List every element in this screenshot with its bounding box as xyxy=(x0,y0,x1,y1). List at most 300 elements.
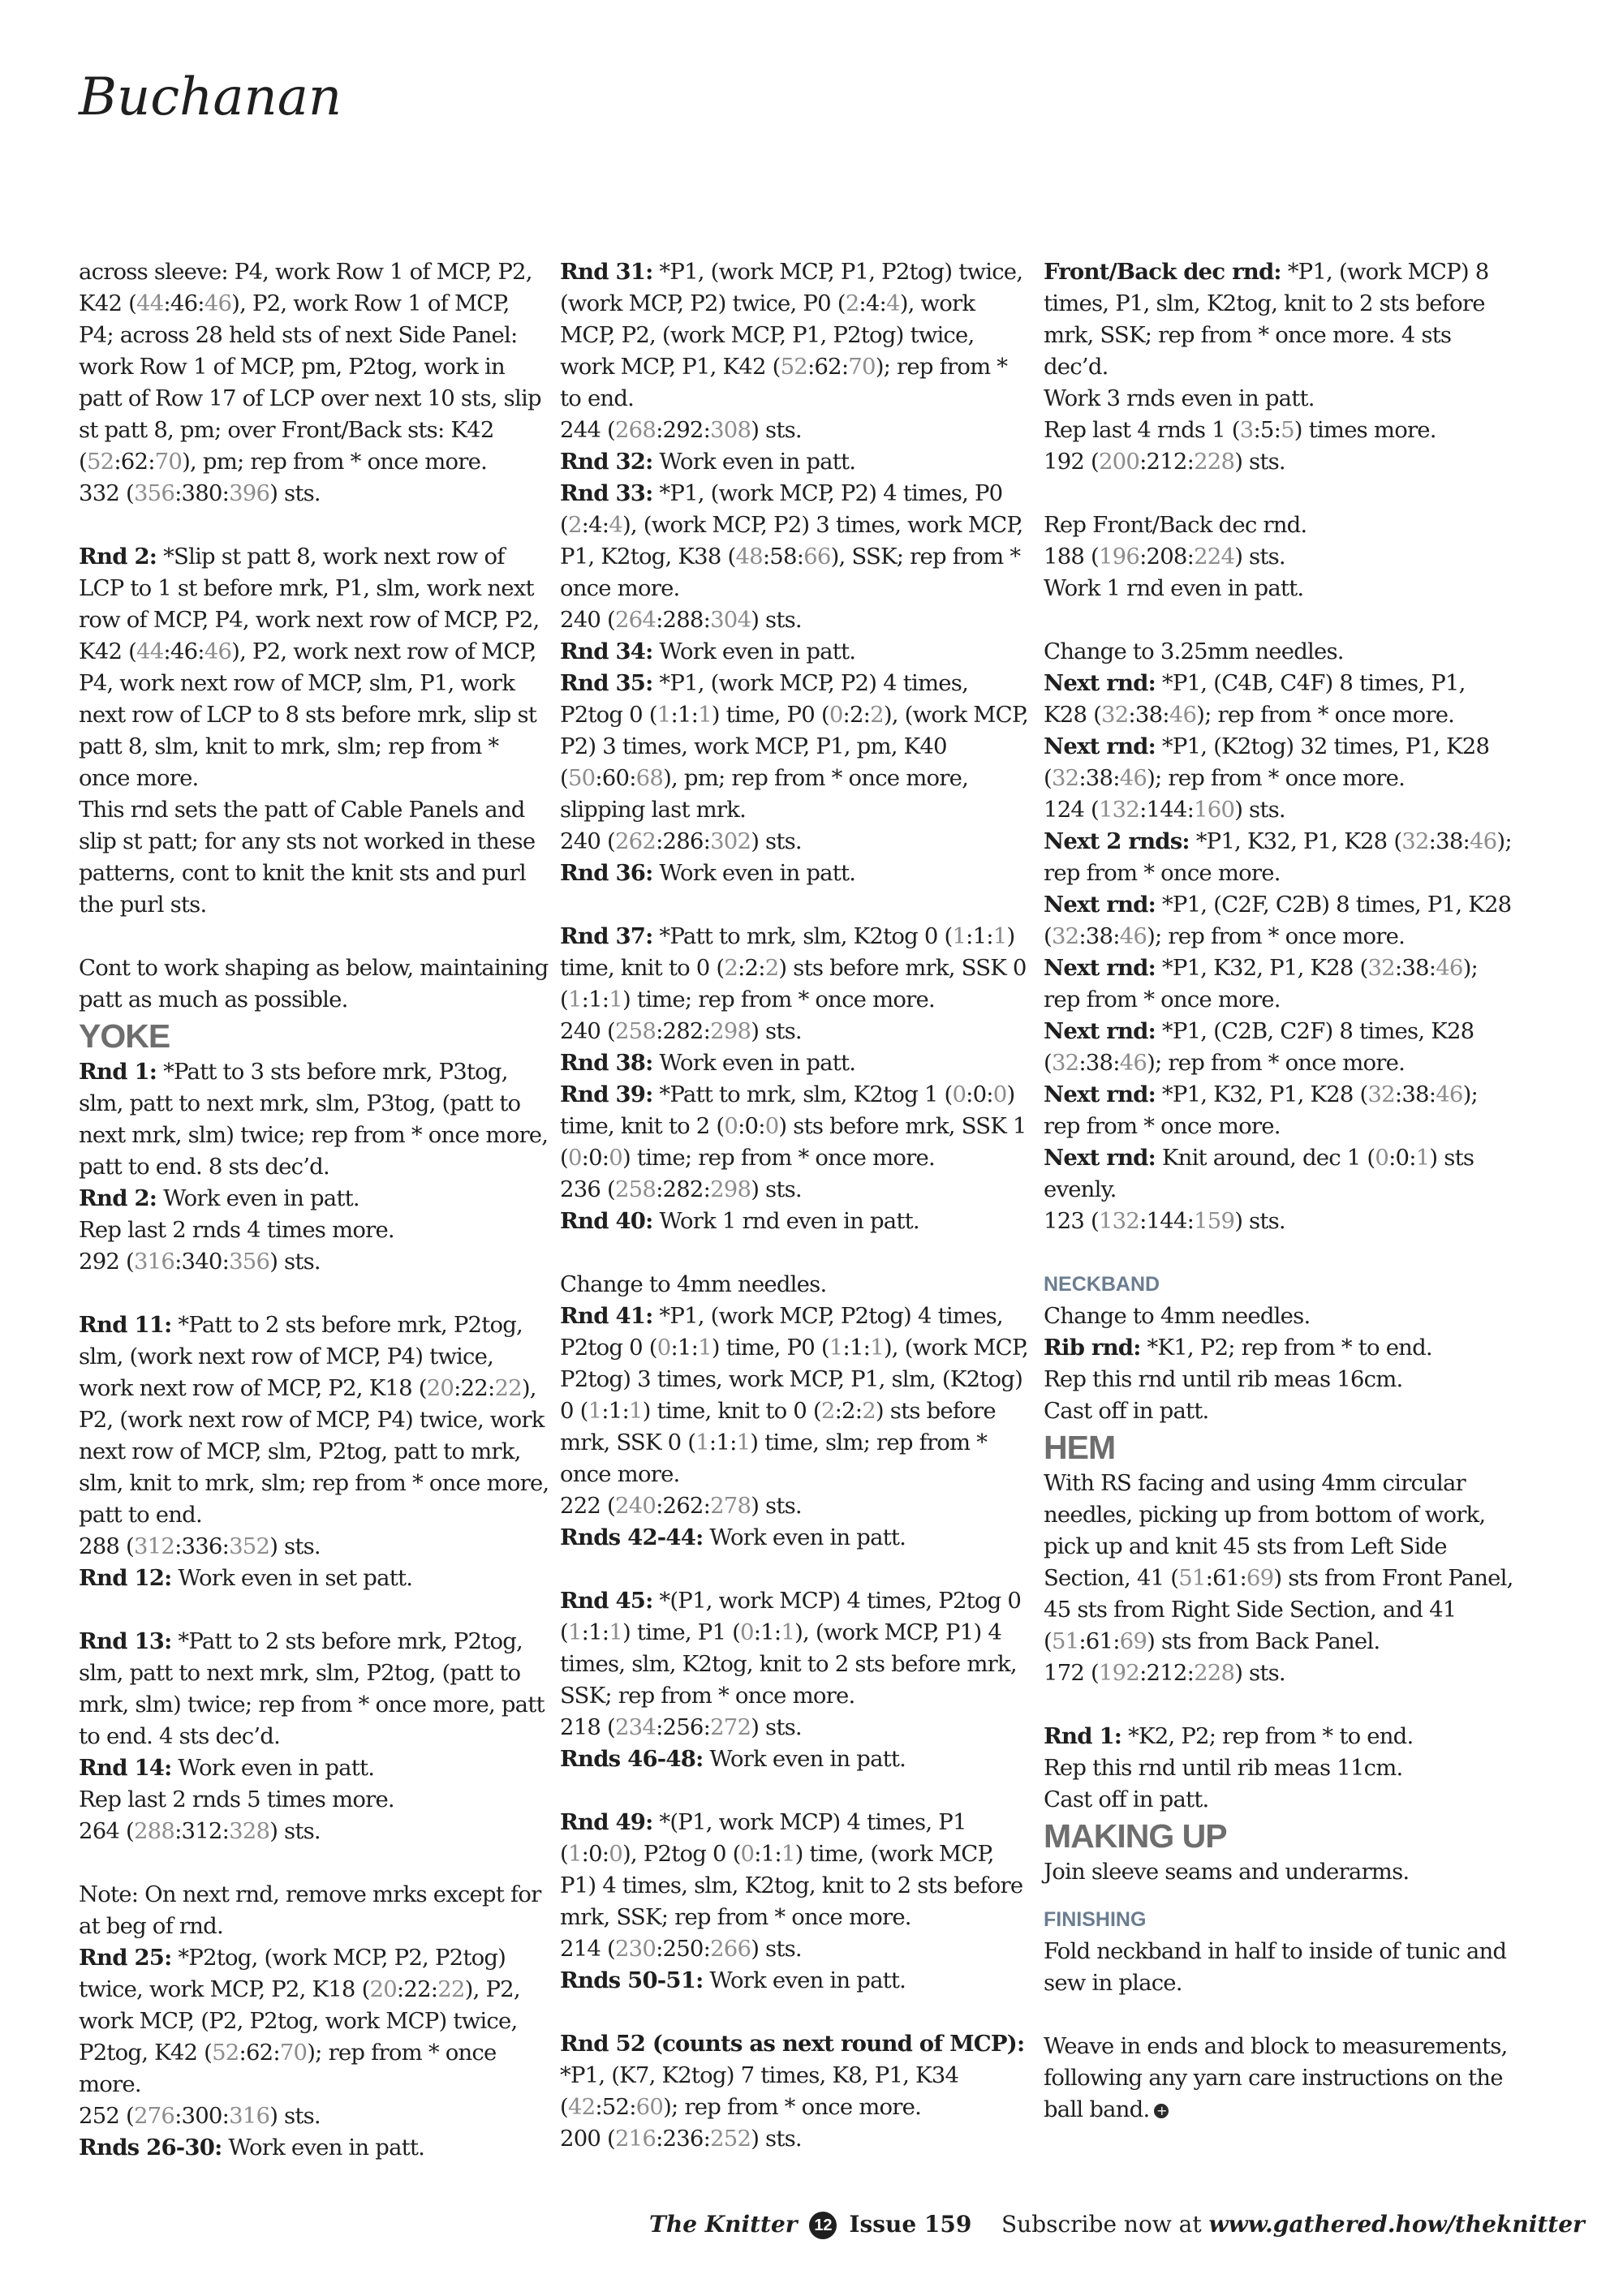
instruction-text: :250: xyxy=(656,1936,711,1962)
paragraph-spacer xyxy=(1044,1237,1514,1269)
size-variant: 0 xyxy=(1375,1145,1389,1171)
size-variant: 46 xyxy=(1119,1050,1147,1076)
instruction-text: *K1, P2; rep from * to end. xyxy=(1140,1335,1432,1361)
instruction-text: *Patt to mrk, slm, K2tog 0 ( xyxy=(652,923,953,949)
round-label: Next rnd: xyxy=(1044,670,1156,696)
footer-subscribe-text: Subscribe now at xyxy=(1001,2211,1202,2238)
instruction-line xyxy=(560,826,1031,858)
footer-subscribe xyxy=(1001,2208,1585,2241)
instruction-line xyxy=(1044,1142,1514,1206)
size-variant: 0 xyxy=(740,1841,755,1867)
instruction-text: *P1, (C4B, C4F) 8 times, P1, K28 ( xyxy=(1044,670,1466,728)
paragraph-spacer xyxy=(1044,478,1514,510)
round-label: Next rnd: xyxy=(1044,1145,1156,1171)
size-variant: 52 xyxy=(780,354,807,380)
round-label: Next rnd: xyxy=(1044,1081,1156,1107)
size-variant: 32 xyxy=(1101,702,1129,728)
footer-magazine-name: The Knitter xyxy=(649,2211,798,2238)
round-label: Rnd 13: xyxy=(79,1628,172,1654)
instruction-line xyxy=(560,1522,1031,1554)
instruction-text: *P1, (work MCP, P1, P2tog) twice, (work MCP, P2) twice, P0 ( xyxy=(560,259,1023,316)
paragraph-spacer xyxy=(560,889,1031,921)
instruction-text: ), pm; rep from * once more. xyxy=(182,449,488,475)
instruction-text: 222 ( xyxy=(560,1493,615,1519)
instruction-text: Work even in patt. xyxy=(171,1755,375,1781)
round-label: Rnd 36: xyxy=(560,860,653,886)
instruction-text: *P1, (C2F, C2B) 8 times, P1, K28 ( xyxy=(1044,892,1512,949)
page-number-badge: 12 xyxy=(809,2212,837,2239)
instruction-line xyxy=(1044,541,1514,573)
instruction-text: ) time, (work MCP, P1) 4 times, slm, K2tog, knit to 2 sts before mrk, SSK; rep from * once more. xyxy=(560,1841,1023,1930)
instruction-text: :38: xyxy=(1078,923,1120,949)
instruction-text: *P1, (work MCP, P2) 4 times, P2tog 0 ( xyxy=(560,670,969,728)
round-label: Rnd 52 (counts as next round of MCP): xyxy=(560,2031,1025,2057)
size-variant: 234 xyxy=(614,1714,657,1740)
instruction-line xyxy=(79,2132,549,2164)
instruction-line xyxy=(1044,952,1514,1016)
round-label: Rnd 35: xyxy=(560,670,653,696)
instruction-text: :38: xyxy=(1078,765,1120,791)
instruction-text: ) sts before mrk, SSK 0 ( xyxy=(560,1398,996,1455)
size-variant: 278 xyxy=(710,1493,751,1519)
round-label: Rnds 42-44: xyxy=(560,1524,704,1550)
size-variant: 51 xyxy=(1178,1565,1206,1591)
instruction-text: ) sts from Back Panel. xyxy=(1147,1628,1380,1654)
instruction-line xyxy=(79,1309,549,1531)
paragraph-spacer xyxy=(79,1847,549,1879)
size-variant: 46 xyxy=(204,638,232,664)
instruction-text: ) sts. xyxy=(751,2126,802,2152)
size-variant: 32 xyxy=(1401,828,1429,854)
size-variant: 1 xyxy=(1415,1145,1430,1171)
instruction-line xyxy=(560,1047,1031,1079)
instruction-text: ) sts. xyxy=(751,1936,802,1962)
size-variant: 4 xyxy=(886,290,900,316)
size-variant: 1 xyxy=(736,1430,751,1455)
instruction-text: ); rep from * once more. xyxy=(1044,1081,1478,1139)
instruction-text: ); rep from * once more. xyxy=(79,2040,497,2097)
size-variant: 352 xyxy=(229,1533,270,1559)
size-variant: 0 xyxy=(740,1619,754,1645)
paragraph-spacer xyxy=(560,1237,1031,1269)
size-variant: 132 xyxy=(1098,797,1140,823)
size-variant: 32 xyxy=(1367,955,1395,981)
instruction-text: :212: xyxy=(1139,449,1195,475)
size-variant: 216 xyxy=(614,2126,657,2152)
paragraph-spacer xyxy=(79,1594,549,1626)
size-variant: 50 xyxy=(567,765,596,791)
instruction-text: :236: xyxy=(656,2126,711,2152)
round-label: Rnd 41: xyxy=(560,1303,653,1329)
instruction-text: Fold neckband in half to inside of tunic and sew in place. xyxy=(1044,1938,1507,1996)
size-variant: 20 xyxy=(369,1976,397,2002)
round-label: Next rnd: xyxy=(1044,733,1156,759)
size-variant: 42 xyxy=(567,2094,596,2120)
instruction-text: Note: On next rnd, remove mrks except for at beg of rnd. xyxy=(79,1881,541,1939)
size-variant: 272 xyxy=(710,1714,751,1740)
size-variant: 0 xyxy=(992,1081,1007,1107)
instruction-text: ); rep from * once more. xyxy=(1147,923,1406,949)
instruction-text: Work even in patt. xyxy=(652,449,856,475)
size-variant: 264 xyxy=(614,607,657,633)
instruction-text: ) time, P0 ( xyxy=(711,702,829,728)
size-variant: 262 xyxy=(614,828,657,854)
instruction-text: 252 ( xyxy=(79,2103,134,2129)
instruction-text: *P1, (C2B, C2F) 8 times, K28 ( xyxy=(1044,1018,1474,1076)
size-variant: 1 xyxy=(588,1398,602,1424)
instruction-line xyxy=(1044,1468,1514,1658)
size-variant: 160 xyxy=(1194,797,1235,823)
section-heading-finishing: FINISHING xyxy=(1044,1908,1147,1931)
size-variant: 252 xyxy=(710,2126,751,2152)
instruction-text: ) time; rep from * once more. xyxy=(622,1145,935,1171)
instruction-text: :288: xyxy=(656,607,711,633)
instruction-text: Work even in patt. xyxy=(703,1746,906,1772)
size-variant: 2 xyxy=(870,702,884,728)
instruction-text: Knit around, dec 1 ( xyxy=(1155,1145,1375,1171)
size-variant: 44 xyxy=(136,638,164,664)
instruction-text: ), pm; rep from * once more, slipping last mrk. xyxy=(560,765,969,823)
round-label: Next 2 rnds: xyxy=(1044,828,1190,854)
size-variant: 2 xyxy=(820,1398,835,1424)
instruction-text: ) sts. xyxy=(269,1818,321,1844)
instruction-text: ) sts. xyxy=(751,1018,802,1044)
instruction-text: Work even in patt. xyxy=(222,2135,425,2161)
instruction-line xyxy=(79,1879,549,1942)
instruction-text: :144: xyxy=(1139,797,1195,823)
instruction-text: 240 ( xyxy=(560,1018,615,1044)
instruction-text: 124 ( xyxy=(1044,797,1099,823)
size-variant: 46 xyxy=(1469,828,1497,854)
instruction-text: ) time, knit to 0 ( xyxy=(642,1398,821,1424)
size-variant: 200 xyxy=(1098,449,1140,475)
instruction-text: ) times more. xyxy=(1294,417,1436,443)
section-heading-neckband: NECKBAND xyxy=(1044,1273,1160,1296)
instruction-line xyxy=(1044,1721,1514,1752)
instruction-text: ), P2, (work next row of MCP, P4) twice, work next row of MCP, slm, P2tog, patt to mrk, slm, knit to mrk, slm; rep from * once more, patt to end. xyxy=(79,1375,549,1528)
instruction-text: :286: xyxy=(656,828,711,854)
instruction-text: *P1, K32, P1, K28 ( xyxy=(1155,1081,1368,1107)
instruction-line xyxy=(560,1585,1031,1712)
instruction-line xyxy=(79,256,549,478)
instruction-text: *Slip st patt 8, work next row of LCP to 1 st before mrk, P1, slm, work next row of MCP, P4, work next row of MCP, P2, K42 ( xyxy=(79,544,540,664)
instruction-line xyxy=(79,952,549,1016)
page-title: Buchanan xyxy=(79,67,342,127)
size-variant: 46 xyxy=(204,290,232,316)
instruction-text: ), P2, work Row 1 of MCP, P4; across 28 held sts of next Side Panel: work Row 1 of MCP, pm, P2tog, work in patt of Row 17 of LCP over next 10 sts, slip st patt 8, pm; over Front/Back sts: K42 ( xyxy=(79,290,541,475)
instruction-text: Join sleeve seams and underarms. xyxy=(1044,1859,1410,1885)
paragraph-spacer xyxy=(560,1997,1031,2028)
instruction-text: ), work MCP, P2, (work MCP, P1, P2tog) twice, work MCP, P1, K42 ( xyxy=(560,290,975,380)
instruction-text: Work 1 rnd even in patt. xyxy=(652,1208,919,1234)
instruction-text: 172 ( xyxy=(1044,1660,1099,1686)
instruction-text: :62: xyxy=(807,354,849,380)
instruction-text: :0: xyxy=(966,1081,993,1107)
instruction-line xyxy=(1044,1395,1514,1427)
instruction-text: :300: xyxy=(174,2103,230,2129)
size-variant: 70 xyxy=(154,449,183,475)
footer-url-link[interactable]: www.gathered.how/theknitter xyxy=(1208,2211,1585,2238)
instruction-text: :62: xyxy=(239,2040,280,2066)
instruction-line xyxy=(79,1246,549,1278)
instruction-line xyxy=(1044,1936,1514,1999)
footer-issue xyxy=(649,2208,971,2241)
round-label: Rnd 1: xyxy=(79,1059,157,1085)
instruction-text: :58: xyxy=(762,544,804,570)
instruction-text: ), P2tog 0 ( xyxy=(622,1841,741,1867)
size-variant: 1 xyxy=(698,1335,712,1361)
instruction-line xyxy=(79,794,549,921)
instruction-text: Work even in patt. xyxy=(703,1967,906,1993)
instruction-line xyxy=(79,1784,549,1816)
instruction-text: *Patt to mrk, slm, K2tog 1 ( xyxy=(652,1081,953,1107)
round-label: Rnd 2: xyxy=(79,1185,157,1211)
instruction-text: 200 ( xyxy=(560,2126,615,2152)
size-variant: 44 xyxy=(136,290,164,316)
size-variant: 66 xyxy=(803,544,831,570)
size-variant: 32 xyxy=(1051,1050,1079,1076)
paragraph-spacer xyxy=(560,1775,1031,1807)
instruction-line xyxy=(79,1752,549,1784)
round-label: Rnd 34: xyxy=(560,638,653,664)
size-variant: 298 xyxy=(710,1176,751,1202)
round-label: Rnd 25: xyxy=(79,1945,172,1971)
instruction-text: :62: xyxy=(114,449,155,475)
size-variant: 51 xyxy=(1051,1628,1079,1654)
instruction-line xyxy=(1044,731,1514,794)
instruction-text: :0: xyxy=(738,1113,765,1139)
size-variant: 70 xyxy=(848,354,876,380)
instruction-line xyxy=(79,1215,549,1246)
size-variant: 240 xyxy=(614,1493,657,1519)
instruction-text: :1: xyxy=(670,1335,699,1361)
size-variant: 0 xyxy=(609,1145,622,1171)
instruction-text: :1: xyxy=(581,987,609,1013)
size-variant: 132 xyxy=(1098,1208,1140,1234)
instruction-text: :262: xyxy=(656,1493,711,1519)
size-variant: 316 xyxy=(229,2103,270,2129)
instruction-text: :38: xyxy=(1394,1081,1436,1107)
instruction-text: 192 ( xyxy=(1044,449,1099,475)
round-label: Rnd 14: xyxy=(79,1755,172,1781)
size-variant: 4 xyxy=(609,512,622,538)
instruction-text: Rep last 4 rnds 1 ( xyxy=(1044,417,1240,443)
instruction-line xyxy=(1044,1206,1514,1237)
round-label: Rnd 38: xyxy=(560,1050,653,1076)
size-variant: 1 xyxy=(992,923,1007,949)
instruction-text: :312: xyxy=(174,1818,230,1844)
round-label: Rnd 37: xyxy=(560,923,653,949)
instruction-text: ) sts. xyxy=(751,828,802,854)
size-variant: 70 xyxy=(279,2040,308,2066)
instruction-line xyxy=(560,478,1031,604)
size-variant: 308 xyxy=(710,417,751,443)
instruction-text: ) sts. xyxy=(269,480,321,506)
instruction-text: :282: xyxy=(656,1176,711,1202)
size-variant: 228 xyxy=(1194,1660,1235,1686)
section-heading-yoke: YOKE xyxy=(79,1017,170,1055)
instruction-text: ) sts. xyxy=(1234,449,1285,475)
instruction-line xyxy=(560,1301,1031,1490)
round-label: Rnd 39: xyxy=(560,1081,653,1107)
instruction-text: ), (work MCP, P2) 3 times, work MCP, P1, K2tog, K38 ( xyxy=(560,512,1023,570)
instruction-text: ), (work MCP, P1) 4 times, slm, K2tog, knit to 2 sts before mrk, SSK; rep from * once more. xyxy=(560,1619,1017,1709)
instruction-text: ); rep from * once more. xyxy=(663,2094,922,2120)
instruction-text: 240 ( xyxy=(560,607,615,633)
instruction-text: 240 ( xyxy=(560,828,615,854)
instruction-line xyxy=(1044,573,1514,604)
instruction-text: :22: xyxy=(396,1976,438,2002)
instruction-line xyxy=(1044,1856,1514,1888)
instruction-line xyxy=(1044,1079,1514,1142)
instruction-line xyxy=(560,1269,1031,1301)
paragraph-spacer xyxy=(79,510,549,541)
instruction-text: Work even in patt. xyxy=(652,1050,856,1076)
size-variant: 1 xyxy=(657,702,671,728)
instruction-line xyxy=(79,1056,549,1183)
instruction-line xyxy=(79,1563,549,1594)
instruction-line xyxy=(1044,446,1514,478)
size-variant: 276 xyxy=(133,2103,175,2129)
instruction-text: Rep Front/Back dec rnd. xyxy=(1044,512,1307,538)
instruction-text: :38: xyxy=(1394,955,1436,981)
instruction-text: Rep this rnd until rib meas 11cm. xyxy=(1044,1755,1403,1781)
instruction-text: ); rep from * once more. xyxy=(1196,702,1455,728)
plus-circle-icon: + xyxy=(1154,2104,1169,2118)
instruction-text: Work even in set patt. xyxy=(171,1565,413,1591)
size-variant: 230 xyxy=(614,1936,657,1962)
round-label: Rnd 32: xyxy=(560,449,653,475)
instruction-text: 188 ( xyxy=(1044,544,1099,570)
instruction-text: *P1, K32, P1, K28 ( xyxy=(1189,828,1402,854)
instruction-text: 264 ( xyxy=(79,1818,134,1844)
instruction-text: Rep last 2 rnds 4 times more. xyxy=(79,1217,394,1243)
instruction-text: ) time; rep from * once more. xyxy=(622,987,935,1013)
paragraph-spacer xyxy=(1044,1888,1514,1904)
instruction-line xyxy=(79,2100,549,2132)
instruction-line xyxy=(560,1712,1031,1743)
instruction-text: ) sts. xyxy=(269,2103,321,2129)
instruction-text: :38: xyxy=(1128,702,1169,728)
size-variant: 0 xyxy=(657,1335,671,1361)
size-variant: 0 xyxy=(609,1841,622,1867)
instruction-text: 236 ( xyxy=(560,1176,615,1202)
instruction-text: Rep this rnd until rib meas 16cm. xyxy=(1044,1366,1403,1392)
instruction-text: :0: xyxy=(581,1145,609,1171)
round-label: Rnd 12: xyxy=(79,1565,172,1591)
size-variant: 356 xyxy=(229,1249,270,1275)
size-variant: 0 xyxy=(724,1113,738,1139)
size-variant: 159 xyxy=(1194,1208,1235,1234)
size-variant: 0 xyxy=(952,1081,966,1107)
instruction-text: Work 3 rnds even in patt. xyxy=(1044,385,1315,411)
size-variant: 1 xyxy=(609,987,622,1013)
instruction-line xyxy=(1044,1784,1514,1816)
instruction-text: *P2tog, (work MCP, P2, P2tog) twice, work MCP, P2, K18 ( xyxy=(79,1945,506,2002)
instruction-text: ) time, knit to 2 ( xyxy=(560,1081,1015,1139)
size-variant: 69 xyxy=(1246,1565,1274,1591)
instruction-text: :2: xyxy=(738,955,765,981)
size-variant: 5 xyxy=(1281,417,1294,443)
instruction-text: :380: xyxy=(174,480,230,506)
instruction-line xyxy=(1044,1658,1514,1689)
paragraph-spacer xyxy=(1044,604,1514,636)
instruction-line xyxy=(560,2028,1031,2123)
instruction-text: :1: xyxy=(670,702,699,728)
instruction-text: 123 ( xyxy=(1044,1208,1099,1234)
instruction-text: ) sts. xyxy=(269,1533,321,1559)
instruction-line xyxy=(560,1016,1031,1047)
instruction-line xyxy=(560,256,1031,415)
size-variant: 1 xyxy=(609,1619,622,1645)
instruction-text: ) sts. xyxy=(751,1493,802,1519)
instruction-text: :4: xyxy=(859,290,887,316)
instruction-text: ) sts from Front Panel, 45 sts from Right Side Section, and 41 ( xyxy=(1044,1565,1513,1654)
instruction-text: ) time, P0 ( xyxy=(711,1335,829,1361)
instruction-text: :1: xyxy=(753,1619,781,1645)
instruction-text: :292: xyxy=(656,417,711,443)
size-variant: 22 xyxy=(494,1375,522,1401)
size-variant: 46 xyxy=(1169,702,1197,728)
size-variant: 266 xyxy=(710,1936,751,1962)
instruction-line xyxy=(1044,1016,1514,1079)
instruction-text: :46: xyxy=(163,638,204,664)
instruction-text: ), SSK; rep from * once more. xyxy=(560,544,1021,601)
instruction-text: :1: xyxy=(581,1619,609,1645)
size-variant: 228 xyxy=(1194,449,1235,475)
instruction-line xyxy=(560,636,1031,668)
size-variant: 268 xyxy=(614,417,657,443)
instruction-text: ) sts. xyxy=(1234,544,1285,570)
instruction-text: ) time, knit to 0 ( xyxy=(560,923,1015,981)
instruction-text: *Patt to 2 sts before mrk, P2tog, slm, (work next row of MCP, P4) twice, work next row of MCP, P2, K18 ( xyxy=(79,1312,523,1401)
instruction-text: ) sts. xyxy=(1234,797,1285,823)
round-label: Rnds 46-48: xyxy=(560,1746,704,1772)
instruction-text: ); rep from * once more. xyxy=(1044,955,1478,1013)
instruction-text: ), (work MCP, P2tog) 3 times, work MCP, P1, slm, (K2tog) 0 ( xyxy=(560,1335,1028,1424)
instruction-line xyxy=(560,858,1031,889)
size-variant: 2 xyxy=(845,290,859,316)
instruction-text: Work 1 rnd even in patt. xyxy=(1044,575,1304,601)
instruction-text: *(P1, work MCP) 4 times, P1 ( xyxy=(560,1809,966,1867)
instruction-text: :2: xyxy=(834,1398,863,1424)
instruction-text: :2: xyxy=(842,702,871,728)
instruction-text: ), P2, work next row of MCP, P4, work next row of MCP, slm, P1, work next row of LCP to 8 sts before mrk, slip st patt 8, slm, knit to mrk, slm; rep from * once more. xyxy=(79,638,537,791)
size-variant: 298 xyxy=(710,1018,751,1044)
size-variant: 356 xyxy=(133,480,175,506)
instruction-line xyxy=(560,1743,1031,1775)
round-label: Next rnd: xyxy=(1044,892,1156,918)
column-1 xyxy=(79,256,549,2164)
size-variant: 192 xyxy=(1098,1660,1140,1686)
instruction-line xyxy=(560,2123,1031,2155)
round-label: Rnd 49: xyxy=(560,1809,653,1835)
size-variant: 1 xyxy=(567,987,582,1013)
size-variant: 60 xyxy=(635,2094,664,2120)
size-variant: 46 xyxy=(1119,765,1147,791)
instruction-line xyxy=(1044,636,1514,668)
instruction-text: ); rep from * once more. xyxy=(1044,828,1512,886)
round-label: Rnd 31: xyxy=(560,259,653,285)
instruction-text: :1: xyxy=(842,1335,871,1361)
instruction-line xyxy=(1044,668,1514,731)
instruction-text: :1: xyxy=(708,1430,737,1455)
size-variant: 0 xyxy=(829,702,843,728)
instruction-line xyxy=(79,1183,549,1215)
instruction-text: *K2, P2; rep from * to end. xyxy=(1121,1723,1414,1749)
instruction-text: :144: xyxy=(1139,1208,1195,1234)
size-variant: 328 xyxy=(229,1818,270,1844)
